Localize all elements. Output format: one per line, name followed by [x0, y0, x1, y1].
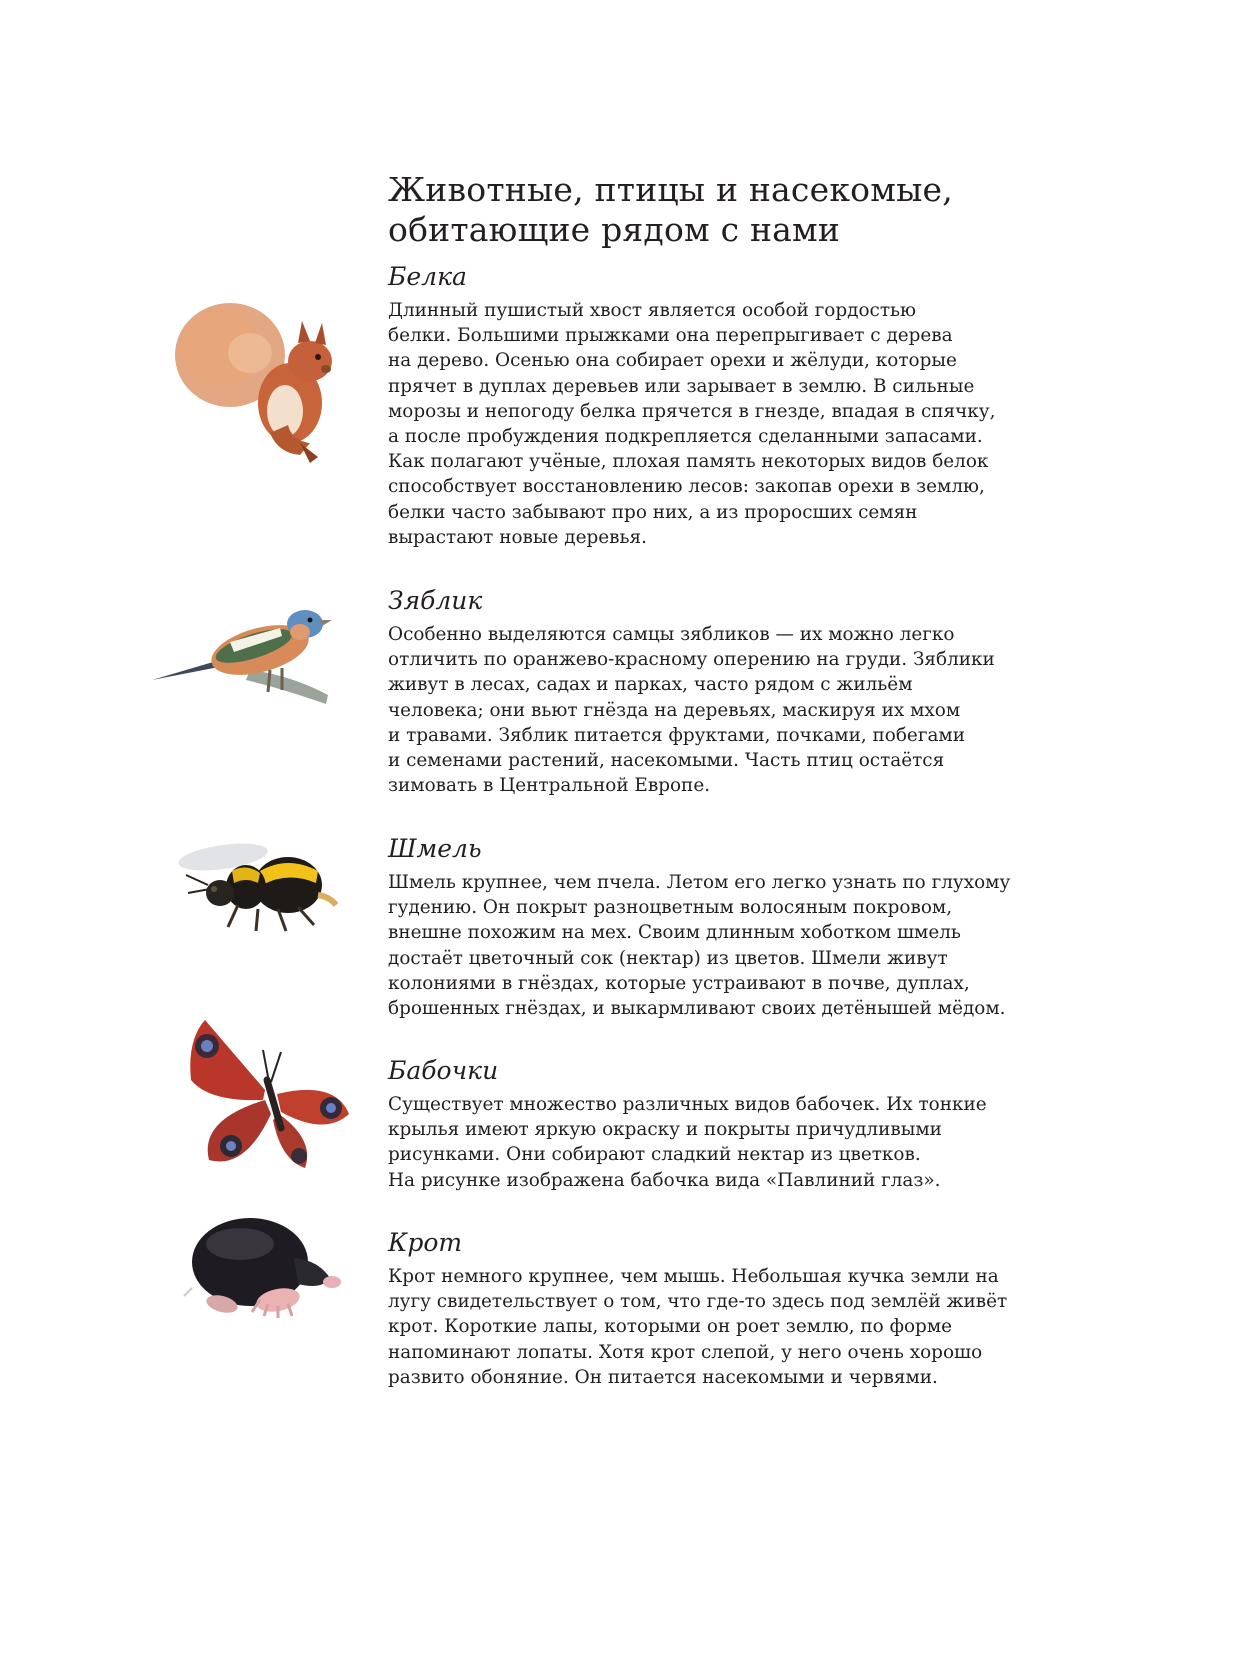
text-line: белки часто забывают про них, а из проросших семян [388, 501, 918, 523]
text-line: достаёт цветочный сок (нектар) из цветов. Шмели живут [388, 947, 948, 969]
entry-text [388, 1092, 1088, 1193]
text-line: отличить по оранжево-красному оперению на груди. Зяблики [388, 649, 995, 671]
text-line: брошенных гнёздах, и выкармливают своих детёнышей мёдом. [388, 998, 1006, 1020]
text-line: напоминают лопаты. Хотя крот слепой, у него очень хорошо [388, 1341, 983, 1363]
entry-bumblebee [388, 834, 1088, 1021]
text-line: зимовать в Центральной Европе. [388, 775, 711, 797]
text-line: рисунками. Они собирают сладкий нектар из цветков. [388, 1144, 921, 1166]
text-line: способствует восстановлению лесов: закопав орехи в землю, [388, 476, 985, 498]
entry-chaffinch [388, 586, 1088, 798]
entry-heading: Зяблик [388, 586, 483, 615]
bumblebee-illustration [168, 835, 348, 935]
text-line: внешне похожим на мех. Своим длинным хоботком шмель [388, 922, 961, 944]
text-line: колониями в гнёздах, которые устраивают в почве, дуплах, [388, 972, 970, 994]
text-line: гудению. Он покрыт разноцветным волосяным покровом, [388, 897, 953, 919]
text-line: и семенами растений, насекомыми. Часть птиц остаётся [388, 750, 945, 772]
text-line: крот. Короткие лапы, которыми он роет землю, по форме [388, 1316, 953, 1338]
entry-text [388, 1264, 1088, 1390]
text-line: морозы и непогоду белка прячется в гнезде, впадая в спячку, [388, 400, 996, 422]
page-title [388, 170, 1148, 250]
text-line: прячет в дуплах деревьев или зарывает в землю. В сильные [388, 375, 975, 397]
text-line: Существует множество различных видов бабочек. Их тонкие [388, 1094, 987, 1115]
text-line: крылья имеют яркую окраску и покрыты причудливыми [388, 1119, 942, 1141]
text-line: Длинный пушистый хвост является особой гордостью [388, 300, 917, 321]
entry-heading: Белка [388, 262, 467, 291]
text-line: живут в лесах, садах и парках, часто рядом с жильём [388, 674, 913, 696]
entry-heading: Крот [388, 1228, 463, 1257]
text-line: На рисунке изображена бабочка вида «Павлиний глаз». [388, 1169, 941, 1191]
text-line: лугу свидетельствует о том, что где-то здесь под землёй живёт [388, 1291, 1008, 1313]
text-line: развито обоняние. Он питается насекомыми и червями. [388, 1366, 938, 1388]
text-line: Особенно выделяются самцы зябликов — их можно легко [388, 624, 955, 645]
butterfly-illustration [185, 1010, 360, 1185]
text-line: и травами. Зяблик питается фруктами, почками, побегами [388, 724, 965, 746]
mole-illustration [182, 1200, 352, 1325]
entry-mole [388, 1228, 1088, 1390]
text-line: Шмель крупнее, чем пчела. Летом его легко узнать по глухому [388, 872, 1011, 893]
entry-text [388, 622, 1088, 798]
text-line: белки. Большими прыжками она перепрыгивает с дерева [388, 325, 953, 347]
text-line: человека; они вьют гнёзда на деревьях, маскируя их мхом [388, 699, 961, 721]
text-line: Как полагают учёные, плохая память некоторых видов белок [388, 451, 989, 473]
entry-squirrel [388, 262, 1088, 550]
entry-butterflies [388, 1056, 1088, 1193]
chaffinch-illustration [150, 600, 340, 715]
text-line: вырастают новые деревья. [388, 526, 647, 548]
text-line: Крот немного крупнее, чем мышь. Небольшая кучка земли на [388, 1266, 999, 1287]
page-title-line: Животные, птицы и насекомые, [388, 170, 953, 209]
page-title-line: обитающие рядом с нами [388, 210, 841, 249]
entry-heading: Шмель [388, 834, 482, 863]
text-line: на дерево. Осенью она собирает орехи и жёлуди, которые [388, 350, 957, 372]
text-line: а после пробуждения подкрепляется сделанными запасами. [388, 426, 983, 448]
entry-heading: Бабочки [388, 1056, 499, 1085]
entry-text [388, 298, 1088, 550]
entry-text [388, 870, 1088, 1021]
squirrel-illustration [160, 293, 350, 468]
